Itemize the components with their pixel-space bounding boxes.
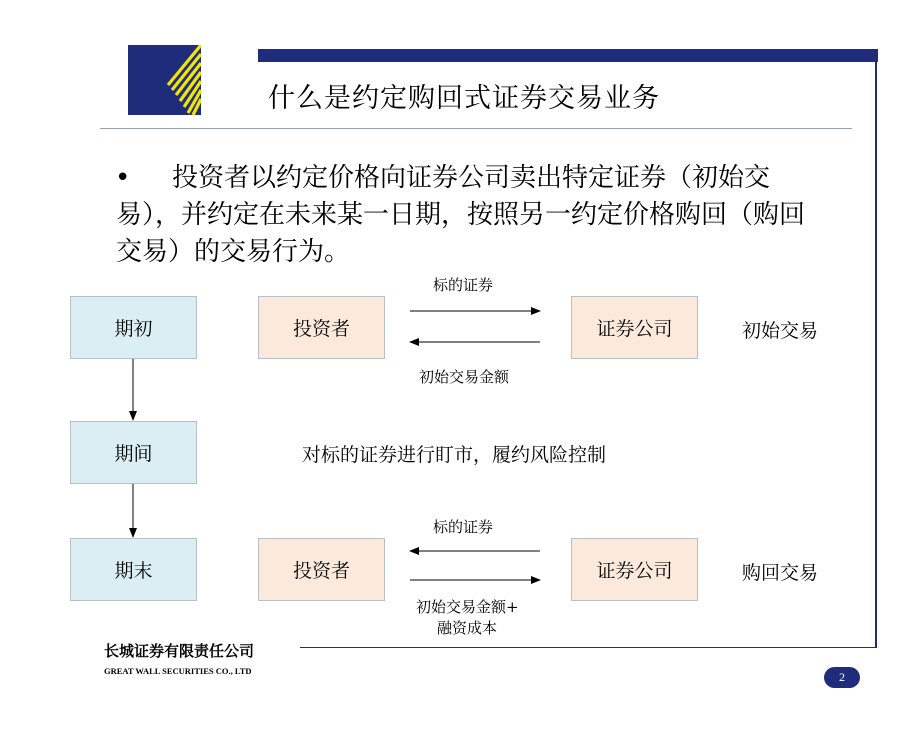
phase-end-box: 期末 — [70, 538, 197, 601]
bullet-marker: • — [115, 163, 131, 193]
intro-paragraph: 投资者以约定价格向证券公司卖出特定证券（初始交易），并约定在未来某一日期，按照另一约定价格购回（购回交易）的交易行为。 — [116, 163, 806, 267]
slide-title: 什么是约定购回式证券交易业务 — [268, 83, 660, 114]
company-name-en: GREAT WALL SECURITIES CO., LTD — [104, 666, 252, 676]
middle-description: 对标的证券进行盯市，履约风险控制 — [302, 444, 607, 466]
page-number-badge: 2 — [824, 667, 860, 688]
start-security-label: 标的证券 — [433, 276, 494, 294]
footer-rule — [300, 647, 877, 648]
broker-box-start: 证券公司 — [571, 296, 698, 359]
broker-box-end: 证券公司 — [571, 538, 698, 601]
phase-start-box: 期初 — [70, 296, 197, 359]
investor-box-end: 投资者 — [258, 538, 385, 601]
end-amount-label: 初始交易金额+ — [416, 598, 519, 616]
end-side-label: 购回交易 — [742, 562, 819, 584]
end-cost-label: 融资成本 — [437, 619, 498, 637]
company-name-cn: 长城证券有限责任公司 — [104, 642, 255, 660]
end-security-label: 标的证券 — [433, 518, 494, 536]
phase-middle-box: 期间 — [70, 421, 197, 484]
start-amount-label: 初始交易金额 — [419, 368, 510, 386]
start-side-label: 初始交易 — [742, 320, 819, 342]
investor-box-start: 投资者 — [258, 296, 385, 359]
